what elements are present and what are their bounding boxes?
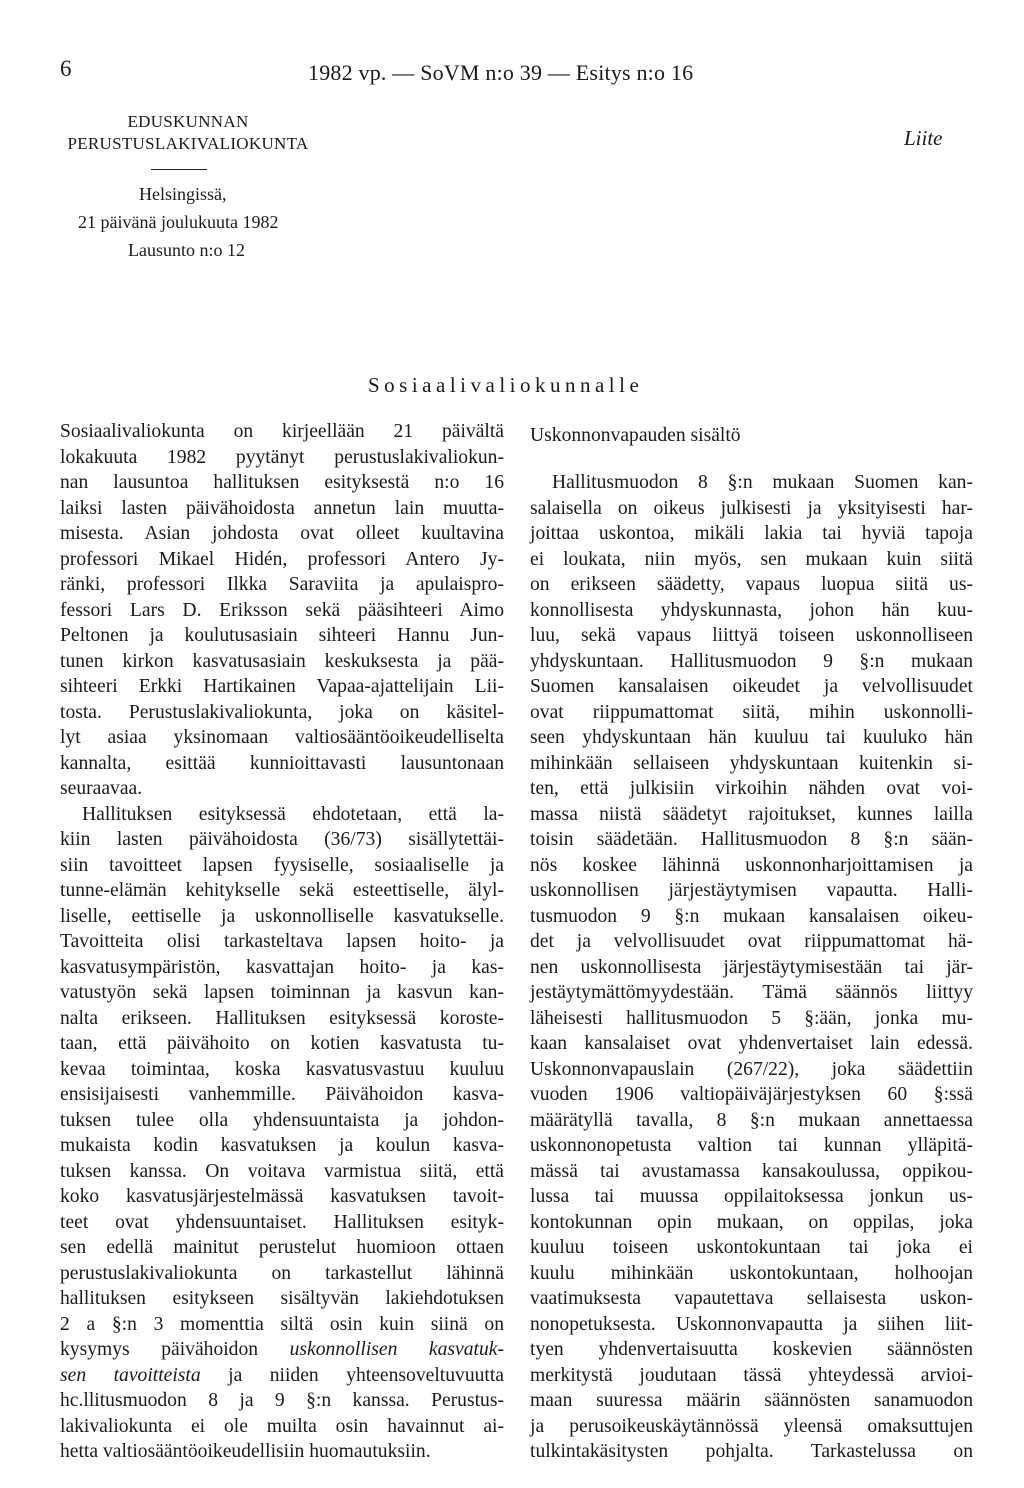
text-line: tunne-elämän kehitykselle sekä esteettiselle, älyl-: [60, 880, 504, 901]
text-line: nonopetuksesta. Uskonnonvapautta ja siihen liit-: [530, 1313, 973, 1335]
text-line: kiin lasten päivähoidosta (36/73) sisällytettäi-: [60, 829, 504, 850]
text-line: mukaista kodin kasvatuksen ja koulun kasva-: [60, 1135, 504, 1156]
text-line: [60, 1363, 504, 1389]
text-line: Tavoitteita olisi tarkasteltava lapsen hoito- ja: [60, 931, 504, 952]
header-divider: [151, 169, 207, 170]
text-line: nan lausuntoa hallituksen esityksestä n:o 16: [60, 472, 504, 493]
addressee-heading: Sosiaalivaliokunnalle: [368, 373, 644, 397]
text-line: lussa tai muussa oppilaitoksessa jonkun us-: [530, 1186, 973, 1207]
appendix-label: Liite: [904, 126, 943, 150]
text-line: laiksi lasten päivähoidosta annetun lain muutta-: [60, 497, 504, 519]
text-line: määrätyllä tavalla, 8 §:n mukaan annettaessa: [530, 1109, 973, 1131]
text-line: maan suuressa määrin säännösten sanamuodon: [530, 1390, 973, 1411]
text-line: tunen kirkon kasvatusasiain keskuksesta ja pää-: [60, 650, 504, 672]
text-line: misesta. Asian johdosta ovat olleet kuultavina: [60, 523, 504, 544]
text-line: Hallitusmuodon 8 §:n mukaan Suomen kan-: [552, 472, 973, 493]
text-line: kannalta, esittää kunnioittavasti lausuntonaan: [60, 752, 504, 774]
text-line: taan, että päivähoito on kotien kasvatusta tu-: [60, 1033, 504, 1054]
text-line: tusmuodon 9 §:n mukaan kansalaisen oikeu-: [530, 905, 973, 927]
text-line: läheisesti hallitusmuodon 5 §:ään, jonka mu-: [530, 1007, 973, 1029]
committee-name-line2: PERUSTUSLAKIVALIOKUNTA: [67, 134, 309, 153]
dateline-date: 21 päivänä joulukuuta 1982: [78, 212, 279, 232]
page-number: 6: [60, 56, 72, 81]
text-line: vuoden 1906 valtiopäiväjärjestyksen 60 §:ssä: [530, 1084, 973, 1105]
running-head: 1982 vp. — SoVM n:o 39 — Esitys n:o 16: [308, 60, 694, 85]
text-line: professori Mikael Hidén, professori Antero Jy-: [60, 548, 504, 570]
text-line: sihteeri Erkki Hartikainen Vapaa-ajattelijain Lii-: [60, 676, 504, 697]
text-line: perustuslakivaliokunta on tarkastellut lähinnä: [60, 1262, 504, 1284]
text-line: kuuluu toiseen uskontokuntaan tai joka ei: [530, 1237, 973, 1258]
text-line: liselle, eettiselle ja uskonnolliselle kasvatukselle.: [60, 905, 504, 927]
text-line: merkitystä joudutaan tässä yhteydessä arvioi-: [530, 1364, 973, 1386]
text-line: mihinkään sellaiseen yhdyskuntaan kuitenkin si-: [530, 752, 973, 774]
text-line: [60, 1337, 504, 1363]
text-line: luu, sekä vapaus liittyä toiseen uskonnolliseen: [530, 625, 973, 646]
text-line: Suomen kansalaisen oikeudet ja velvollisuudet: [530, 676, 973, 697]
text-line: kaan kansalaiset ovat yhdenvertaiset lain edessä.: [530, 1033, 973, 1054]
section-heading: Uskonnonvapauden sisältö: [530, 425, 741, 446]
text-line: lyt asiaa yksinomaan valtiosääntöoikeudelliselta: [60, 727, 504, 748]
text-line: 2 a §:n 3 momenttia siltä osin kuin siinä on: [60, 1313, 504, 1335]
right-column-text: [530, 470, 973, 1465]
text-line: tuksen kanssa. On voitava varmistua siitä, että: [60, 1160, 504, 1182]
text-line: hetta valtiosääntöoikeudellisiin huomautuksiin.: [60, 1441, 431, 1462]
text-line: lokakuuta 1982 pyytänyt perustuslakivaliokun-: [60, 446, 504, 468]
text-line: kevaa toimintaa, koska kasvatusvastuu kuuluu: [60, 1058, 504, 1080]
text-line: yhdyskuntaan. Hallitusmuodon 9 §:n mukaan: [530, 650, 973, 672]
text-line: Uskonnonvapauslain (267/22), joka säädettiin: [530, 1058, 973, 1080]
text-line: toisin säädetään. Hallitusmuodon 8 §:n sään-: [530, 829, 973, 850]
text-line: ei loukata, niin myös, sen mukaan kuin siitä: [530, 548, 973, 570]
text-line: vatustyön sekä lapsen toiminnan ja kasvun kan-: [60, 982, 504, 1003]
text-line: nalta erikseen. Hallituksen esityksessä koroste-: [60, 1007, 504, 1029]
text-line: kontokunnan opin mukaan, on oppilas, joka: [530, 1211, 973, 1233]
text-line: tulkintakäsitysten pohjalta. Tarkastelussa on: [530, 1441, 973, 1462]
text-line: ovat riippumattomat siitä, mihin uskonnolli-: [530, 701, 973, 723]
text-line: konnollisesta yhdyskunnasta, johon hän kuu-: [530, 599, 973, 621]
text-line: hc.llitusmuodon 8 ja 9 §:n kanssa. Perustus-: [60, 1390, 504, 1411]
text-line: ränki, professori Ilkka Saraviita ja apulaispro-: [60, 574, 504, 595]
text-line: Hallituksen esityksessä ehdotetaan, että la-: [82, 803, 504, 825]
text-line: nös koskee lähinnä uskonnonharjoittamisen ja: [530, 854, 973, 876]
text-line: kasvatusympäristön, kasvattajan hoito- ja kas-: [60, 956, 504, 978]
text-line: ja perusoikeuskäytännössä yleensä omaksuttujen: [530, 1415, 973, 1437]
italic-segment: sen tavoitteista: [60, 1364, 229, 1386]
text-line: uskonnonopetusta valtion tai kunnan ylläpitä-: [530, 1135, 973, 1156]
text-line: koko kasvatusjärjestelmässä kasvatuksen tavoit-: [60, 1186, 504, 1207]
text-line: fessori Lars D. Eriksson sekä pääsihteeri Aimo: [60, 599, 504, 621]
statement-number: Lausunto n:o 12: [128, 240, 245, 260]
text-line: uskonnollisen järjestäytymisen vapautta. Halli-: [530, 880, 973, 901]
italic-segment: uskonnollisen kasvatuk-: [289, 1339, 504, 1360]
text-line: tuksen tulee olla yhdensuuntaista ja johdon-: [60, 1109, 504, 1131]
text-line: ensisijaisesti vanhemmille. Päivähoidon kasva-: [60, 1084, 504, 1105]
dateline-place: Helsingissä,: [139, 184, 227, 204]
text-line: salaisella on oikeus julkisesti ja yksityisesti har-: [530, 497, 973, 519]
text-line: Peltonen ja koulutusasiain sihteeri Hannu Jun-: [60, 625, 504, 646]
text-line: Sosiaalivaliokunta on kirjeellään 21 päivältä: [60, 421, 504, 442]
text-line: jestäytymättömyydestään. Tämä säännös liittyy: [530, 982, 973, 1003]
text-segment: ja niiden yhteensoveltuvuutta: [228, 1364, 504, 1386]
text-line: lakivaliokunta ei ole muilta osin havainnut ai-: [60, 1415, 504, 1437]
left-column-text: [60, 419, 504, 1465]
text-line: joittaa uskontoa, mikäli lakia tai hyviä tapoja: [530, 523, 973, 544]
text-line: hallituksen esitykseen sisältyvän lakiehdotuksen: [60, 1288, 504, 1309]
text-line: nen uskonnollisesta järjestäytymisestään tai jär-: [530, 956, 973, 978]
text-line: det ja velvollisuudet ovat riippumattomat hä-: [530, 931, 973, 952]
text-line: ten, että julkisiin virkoihin nähden ovat voi-: [530, 778, 973, 799]
text-line: tosta. Perustuslakivaliokunta, joka on käsitel-: [60, 701, 504, 723]
text-line: mässä tai avustamassa kansakoulussa, oppikou-: [530, 1160, 973, 1182]
text-line: vaatimuksesta vapautettava sellaisesta uskon-: [530, 1288, 973, 1309]
text-line: kuulu mihinkään uskontokuntaan, holhoojan: [530, 1262, 973, 1284]
text-line: teet ovat yhdensuuntaiset. Hallituksen esityk-: [60, 1211, 504, 1233]
text-segment: kysymys päivähoidon: [60, 1339, 290, 1360]
committee-name-line1: EDUSKUNNAN: [127, 112, 249, 131]
text-line: seen yhdyskuntaan hän kuuluu tai kuuluko hän: [530, 727, 973, 748]
text-line: on erikseen säädetty, vapaus luopua siitä us-: [530, 574, 973, 595]
text-line: tyen yhdenvertaisuutta koskevien säännösten: [530, 1339, 973, 1360]
text-line: siin tavoitteet lapsen fyysiselle, sosiaaliselle ja: [60, 854, 504, 876]
text-line: seuraavaa.: [60, 778, 143, 799]
text-line: sen edellä mainitut perustelut huomioon ottaen: [60, 1237, 504, 1258]
text-line: massa niistä säädetyt rajoitukset, kunnes lailla: [530, 803, 973, 825]
